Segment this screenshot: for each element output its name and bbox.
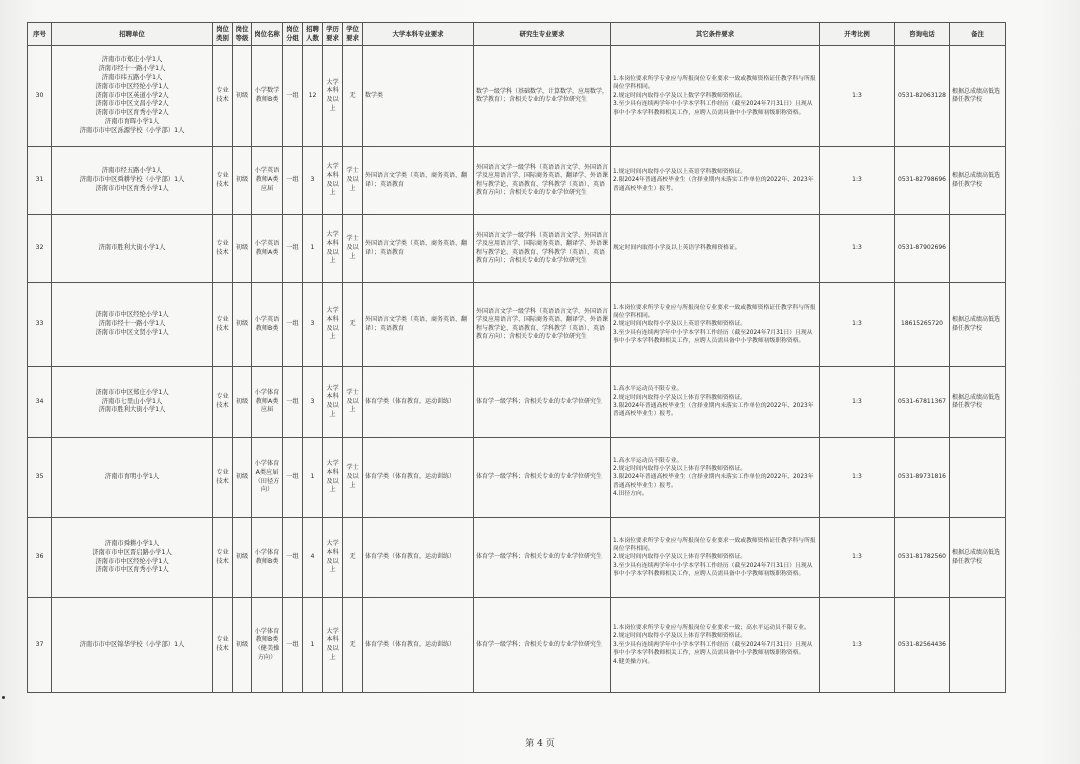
requirement-line: 4.田径方向。 [613, 491, 648, 498]
cell-degree: 无 [343, 283, 363, 367]
cell-post-level: 初级 [233, 147, 252, 215]
cell-degree: 无 [343, 46, 363, 147]
cell-post-category: 专业技术 [213, 367, 233, 438]
unit-line: 济南市市中区晋启路小学1人 [92, 548, 172, 556]
cell-undergrad-major: 外国语言文学类（英语、商务英语、翻译）；英语教育 [363, 215, 474, 283]
cell-recruiting-units [52, 518, 213, 598]
cell-post-name: 小学体育教师B类（健美操方向） [252, 598, 283, 693]
unit-line: 济南市市中区文贤小学1人 [95, 328, 169, 336]
table-row [28, 283, 1006, 367]
requirement-line: 2.规定时间内取得小学及以上体育学科教师资格证。 [613, 394, 747, 401]
cell-serial-number: 35 [28, 438, 52, 518]
cell-post-group: 一组 [283, 147, 303, 215]
cell-post-category: 专业技术 [213, 598, 233, 693]
cell-post-category: 专业技术 [213, 518, 233, 598]
cell-exam-ratio: 1:3 [820, 147, 895, 215]
unit-line: 济南市育明小学1人 [104, 473, 160, 481]
unit-line: 济南市市中区锦华学校（小学部）1人 [79, 640, 185, 648]
page-number: 第 4 页 [525, 739, 555, 749]
cell-exam-ratio: 1:3 [820, 598, 895, 693]
cell-other-requirements [611, 215, 820, 283]
cell-post-category: 专业技术 [213, 283, 233, 367]
cell-recruit-count: 1 [303, 438, 323, 518]
cell-post-category: 专业技术 [213, 46, 233, 147]
cell-post-level: 初级 [233, 215, 252, 283]
cell-postgrad-major: 体育学一级学科；含相关专业的专业学位研究生 [474, 598, 611, 693]
cell-post-name: 小学体育教师A类应届 [252, 367, 283, 438]
cell-education: 大学本科及以上 [323, 283, 343, 367]
table-row [28, 438, 1006, 518]
unit-line: 济南市经十一路小学1人 [98, 320, 166, 328]
cell-other-requirements [611, 518, 820, 598]
cell-phone: 0531-87902696 [895, 215, 950, 283]
cell-postgrad-major: 外国语言文学一级学科（英语语言文学、外国语言学及应用语言学、国际商务英语、翻译学、外语课程与教学论、英语教育、学科教学（英语）、英语教育方向）；含相关专业的专业学位研究生 [474, 215, 611, 283]
unit-line: 济南市市中区育秀小学1人 [95, 566, 169, 574]
cell-exam-ratio: 1:3 [820, 438, 895, 518]
unit-line: 济南市市中区经纶小学1人 [95, 311, 169, 319]
cell-postgrad-major: 体育学一级学科；含相关专业的专业学位研究生 [474, 367, 611, 438]
table-row [28, 215, 1006, 283]
cell-recruit-count: 1 [303, 215, 323, 283]
column-header: 岗位类别 [213, 23, 233, 46]
cell-phone: 0531-82798696 [895, 147, 950, 215]
cell-post-name: 小学体育教师B类 [252, 518, 283, 598]
cell-post-name: 小学体育A类应届（田径方向） [252, 438, 283, 518]
table-row [28, 598, 1006, 693]
requirement-line: 1.本岗位要求所学专业应与所报岗位专业要求一致或教师资格证任教学科与所报岗位学科相同。 [613, 304, 816, 319]
cell-serial-number: 31 [28, 147, 52, 215]
unit-line: 济南市市中区英道小学2人 [95, 91, 169, 99]
cell-phone: 0531-89731816 [895, 438, 950, 518]
cell-education: 大学本科及以上 [323, 598, 343, 693]
unit-line: 济南市育晖小学1人 [104, 118, 160, 126]
cell-exam-ratio: 1:3 [820, 46, 895, 147]
column-header: 岗位名称 [252, 23, 283, 46]
cell-degree: 无 [343, 518, 363, 598]
unit-line: 济南市市中区舜耕学校（小学部）1人 [79, 176, 185, 184]
column-header: 序号 [28, 23, 52, 46]
cell-post-name: 小学英语教师A类 [252, 215, 283, 283]
cell-education: 大学本科及以上 [323, 518, 343, 598]
requirement-line: 2.规定时间内取得小学及以上体育学科教师资格证。 [613, 633, 747, 640]
cell-exam-ratio: 1:3 [820, 215, 895, 283]
table-row [28, 367, 1006, 438]
requirement-line: 规定时间内取得小学及以上英语学科教师资格证。 [613, 245, 741, 252]
cell-other-requirements [611, 598, 820, 693]
requirement-line: 1.高水平运动员不限专业。 [613, 457, 683, 464]
cell-post-level: 初级 [233, 518, 252, 598]
cell-degree: 学士及以上 [343, 147, 363, 215]
cell-post-name: 小学数学教师B类 [252, 46, 283, 147]
cell-postgrad-major: 外国语言文学一级学科（英语语言文学、外国语言学及应用语言学、国际商务英语、翻译学、外语课程与教学论、英语教育、学科教学（英语）、英语教育方向）；含相关专业的专业学位研究生 [474, 147, 611, 215]
unit-line: 济南市市中区育秀小学1人 [95, 184, 169, 192]
cell-recruiting-units [52, 283, 213, 367]
requirement-line: 3.限2024年普通高校毕业生（含择业期内未落实工作单位的2022年、2023年普通高校毕业生）报考。 [613, 474, 814, 489]
column-header: 备注 [950, 23, 1006, 46]
requirement-line: 3.至少具有连续两学年中小学本学科工作经历（截至2024年7月31日）且现从事中小学本学科教师相关工作，应聘人员需具备中小学教师初级职称资格。 [613, 329, 813, 345]
requirement-line: 1.本岗位要求所学专业应与所报岗位专业要求一致；高水平运动员不限专业。 [613, 625, 810, 632]
unit-line: 济南市市中区泺源学校（小学部）1人 [79, 126, 185, 134]
requirement-line: 3.至少具有连续两学年中小学本学科工作经历（截至2024年7月31日）且现从事中小学本学科教师相关工作，应聘人员需具备中小学教师初级职称资格。 [613, 562, 813, 578]
cell-recruit-count: 4 [303, 518, 323, 598]
unit-line: 济南市舜耕小学1人 [104, 539, 160, 547]
cell-undergrad-major: 体育学类（体育教育，运动训练） [363, 438, 474, 518]
cell-remarks [950, 598, 1006, 693]
cell-other-requirements [611, 283, 820, 367]
cell-remarks: 根据总成绩高低选择任教学校 [950, 46, 1006, 147]
cell-education: 大学本科及以上 [323, 147, 343, 215]
unit-line: 济南市市中区经纶小学1人 [95, 82, 169, 90]
cell-degree: 学士及以上 [343, 215, 363, 283]
cell-post-group: 一组 [283, 367, 303, 438]
unit-line: 济南市市中区育秀小学2人 [95, 109, 169, 117]
cell-postgrad-major: 外国语言文学一级学科（英语语言文学、外国语言学及应用语言学、国际商务英语、翻译学、外语课程与教学论、英语教育、学科教学（英语）、英语教育方向）；含相关专业的专业学位研究生 [474, 283, 611, 367]
unit-line: 济南市纬五路小学1人 [101, 73, 163, 81]
cell-post-level: 初级 [233, 46, 252, 147]
cell-exam-ratio: 1:3 [820, 518, 895, 598]
cell-other-requirements [611, 147, 820, 215]
column-header: 研究生专业要求 [474, 23, 611, 46]
cell-post-group: 一组 [283, 283, 303, 367]
cell-education: 大学本科及以上 [323, 438, 343, 518]
unit-line: 济南市市中区文昌小学2人 [95, 100, 169, 108]
cell-recruit-count: 3 [303, 367, 323, 438]
unit-line: 济南市经五路小学1人 [101, 167, 163, 175]
unit-line: 济南市市郑庄小学1人 [101, 56, 163, 64]
cell-education: 大学本科及以上 [323, 46, 343, 147]
cell-exam-ratio: 1:3 [820, 283, 895, 367]
requirement-line: 2.规定时间内取得小学及以上数学学科教师资格证。 [613, 92, 747, 99]
column-header: 招聘单位 [52, 23, 213, 46]
requirement-line: 2.规定时间内取得小学及以上体育学科教师资格证。 [613, 465, 747, 472]
column-header: 开考比例 [820, 23, 895, 46]
cell-remarks: 根据总成绩高低选择任教学校 [950, 147, 1006, 215]
table-row [28, 46, 1006, 147]
cell-recruiting-units [52, 598, 213, 693]
cell-serial-number: 36 [28, 518, 52, 598]
cell-serial-number: 30 [28, 46, 52, 147]
cell-recruiting-units [52, 215, 213, 283]
cell-recruit-count: 3 [303, 147, 323, 215]
cell-serial-number: 37 [28, 598, 52, 693]
cell-serial-number: 33 [28, 283, 52, 367]
requirement-line: 1.高水平运动员不限专业。 [613, 386, 683, 393]
cell-remarks [950, 215, 1006, 283]
cell-other-requirements [611, 438, 820, 518]
cell-recruiting-units [52, 438, 213, 518]
unit-line: 济南市胜利大街小学1人 [98, 406, 166, 414]
cell-post-category: 专业技术 [213, 438, 233, 518]
requirement-line: 2.规定时间内取得小学及以上英语学科教师资格证。 [613, 321, 747, 328]
cell-undergrad-major: 外国语言文学类（英语、商务英语、翻译）；英语教育 [363, 283, 474, 367]
requirement-line: 4.健美操方向。 [613, 658, 654, 665]
cell-remarks: 根据总成绩高低选择任教学校 [950, 518, 1006, 598]
cell-postgrad-major: 体育学一级学科；含相关专业的专业学位研究生 [474, 518, 611, 598]
cell-exam-ratio: 1:3 [820, 367, 895, 438]
requirement-line: 2.规定时间内取得小学及以上体育学科教师资格证。 [613, 554, 747, 561]
cell-undergrad-major: 体育学类（体育教育，运动训练） [363, 598, 474, 693]
unit-line: 济南市市中区郑庄小学1人 [95, 388, 169, 396]
cell-post-category: 专业技术 [213, 147, 233, 215]
cell-post-group: 一组 [283, 518, 303, 598]
cell-undergrad-major: 体育学类（体育教育，运动训练） [363, 518, 474, 598]
cell-remarks [950, 438, 1006, 518]
unit-line: 济南市七里山小学1人 [101, 397, 163, 405]
cell-post-group: 一组 [283, 438, 303, 518]
column-header: 招聘人数 [303, 23, 323, 46]
cell-post-level: 初级 [233, 438, 252, 518]
cell-recruit-count: 12 [303, 46, 323, 147]
column-header: 大学本科专业要求 [363, 23, 474, 46]
cell-degree: 学士及以上 [343, 367, 363, 438]
cell-serial-number: 34 [28, 367, 52, 438]
requirement-line: 3.至少具有连续两学年中小学本学科工作经历（截至2024年7月31日）且现从事中小学本学科教师相关工作，应聘人员需具备中小学教师初级职称资格。 [613, 641, 813, 657]
cell-phone: 18615265720 [895, 283, 950, 367]
cell-other-requirements [611, 46, 820, 147]
table-row [28, 518, 1006, 598]
cell-undergrad-major: 体育学类（体育教育，运动训练） [363, 367, 474, 438]
table-row [28, 147, 1006, 215]
unit-line: 济南市胜利大街小学1人 [98, 244, 166, 252]
requirement-line: 1.本岗位要求所学专业应与所报岗位专业要求一致或教师资格证任教学科与所报岗位学科相同。 [613, 537, 816, 552]
requirement-line: 1.规定时间内取得小学及以上英语学科教师资格证。 [613, 168, 747, 175]
recruitment-table [27, 22, 1006, 693]
cell-recruiting-units [52, 147, 213, 215]
scan-mark [2, 696, 5, 699]
cell-phone: 0531-81782560 [895, 518, 950, 598]
cell-post-category: 专业技术 [213, 215, 233, 283]
cell-recruit-count: 1 [303, 598, 323, 693]
cell-remarks: 根据总成绩高低选择任教学校 [950, 283, 1006, 367]
cell-post-group: 一组 [283, 215, 303, 283]
cell-phone: 0531-67811367 [895, 367, 950, 438]
cell-undergrad-major: 外国语言文学类（英语、商务英语、翻译）；英语教育 [363, 147, 474, 215]
requirement-line: 2.限2024年普通高校毕业生（含择业期内未落实工作单位的2022年、2023年普通高校毕业生）报考。 [613, 177, 814, 192]
requirement-line: 3.至少具有连续两学年中小学本学科工作经历（截至2024年7月31日）且现从事中小学本学科教师相关工作，应聘人员需具备中小学教师初级职称资格。 [613, 101, 813, 116]
column-header: 其它条件要求 [611, 23, 820, 46]
requirement-line: 3.限2024年普通高校毕业生（含择业期内未落实工作单位的2022年、2023年普通高校毕业生）报考。 [613, 403, 814, 418]
cell-recruiting-units [52, 46, 213, 147]
cell-post-group: 一组 [283, 598, 303, 693]
cell-degree: 无 [343, 598, 363, 693]
table-body [28, 46, 1006, 693]
cell-phone: 0531-82564436 [895, 598, 950, 693]
cell-serial-number: 32 [28, 215, 52, 283]
cell-postgrad-major: 体育学一级学科；含相关专业的专业学位研究生 [474, 438, 611, 518]
cell-post-name: 小学英语教师A类应届 [252, 147, 283, 215]
cell-recruit-count: 3 [303, 283, 323, 367]
column-header: 岗位分组 [283, 23, 303, 46]
column-header: 学位要求 [343, 23, 363, 46]
cell-recruiting-units [52, 367, 213, 438]
cell-phone: 0531-82063128 [895, 46, 950, 147]
column-header: 学历要求 [323, 23, 343, 46]
cell-post-group: 一组 [283, 46, 303, 147]
cell-education: 大学本科及以上 [323, 367, 343, 438]
column-header: 咨询电话 [895, 23, 950, 46]
cell-other-requirements [611, 367, 820, 438]
cell-postgrad-major: 数学一级学科（基础数学，计算数学，应用数学，数学教育）；含相关专业的专业学位研究生 [474, 46, 611, 147]
unit-line: 济南市市中区经纶小学1人 [95, 557, 169, 565]
unit-line: 济南市经十一路小学1人 [98, 65, 166, 73]
cell-degree: 学士及以上 [343, 438, 363, 518]
requirement-line: 1.本岗位要求所学专业应与所报岗位专业要求一致或教师资格证任教学科与所报岗位学科相同。 [613, 76, 816, 91]
cell-post-level: 初级 [233, 367, 252, 438]
column-header: 岗位等级 [233, 23, 252, 46]
cell-remarks: 根据总成绩高低选择任教学校 [950, 367, 1006, 438]
cell-education: 大学本科及以上 [323, 215, 343, 283]
table-header-row [28, 23, 1006, 46]
cell-post-level: 初级 [233, 283, 252, 367]
cell-undergrad-major: 数学类 [363, 46, 474, 147]
cell-post-name: 小学英语教师B类 [252, 283, 283, 367]
cell-post-level: 初级 [233, 598, 252, 693]
